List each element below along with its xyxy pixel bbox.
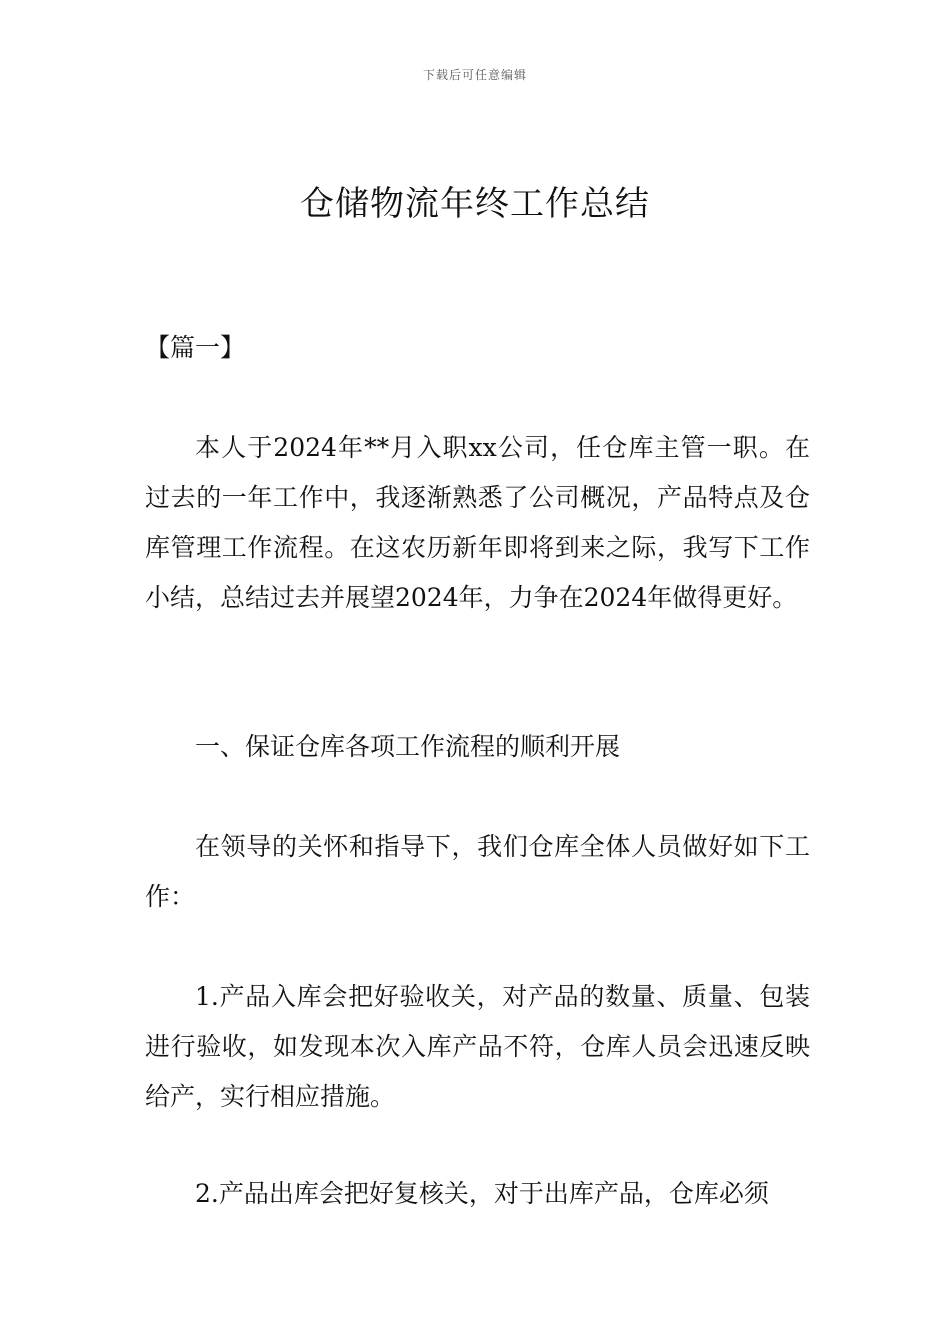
document-title: 仓储物流年终工作总结 [300,184,650,224]
header-note: 下载后可任意编辑 [422,68,527,82]
section-label: 【篇一】 [145,333,246,362]
intro-paragraph: 本人于2024年**月入职xx公司，任仓库主管一职。在过去的一年工作中，我逐渐熟悉了公司概况，产品特点及仓库管理工作流程。在这农历新年即将到来之际，我写下工作小结，总结过去并展望2024年，力争在2024年做得更好。 [145,433,810,612]
lead-paragraph: 在领导的关怀和指导下，我们仓库全体人员做好如下工作： [145,832,810,911]
list-item-1: 1.产品入库会把好验收关，对产品的数量、质量、包装进行验收，如发现本次入库产品不符，仓库人员会迅速反映给产，实行相应措施。 [145,982,810,1111]
list-item-2: 2.产品出库会把好复核关，对于出库产品，仓库必须 [195,1179,769,1208]
section-heading-one: 一、保证仓库各项工作流程的顺利开展 [195,732,621,761]
